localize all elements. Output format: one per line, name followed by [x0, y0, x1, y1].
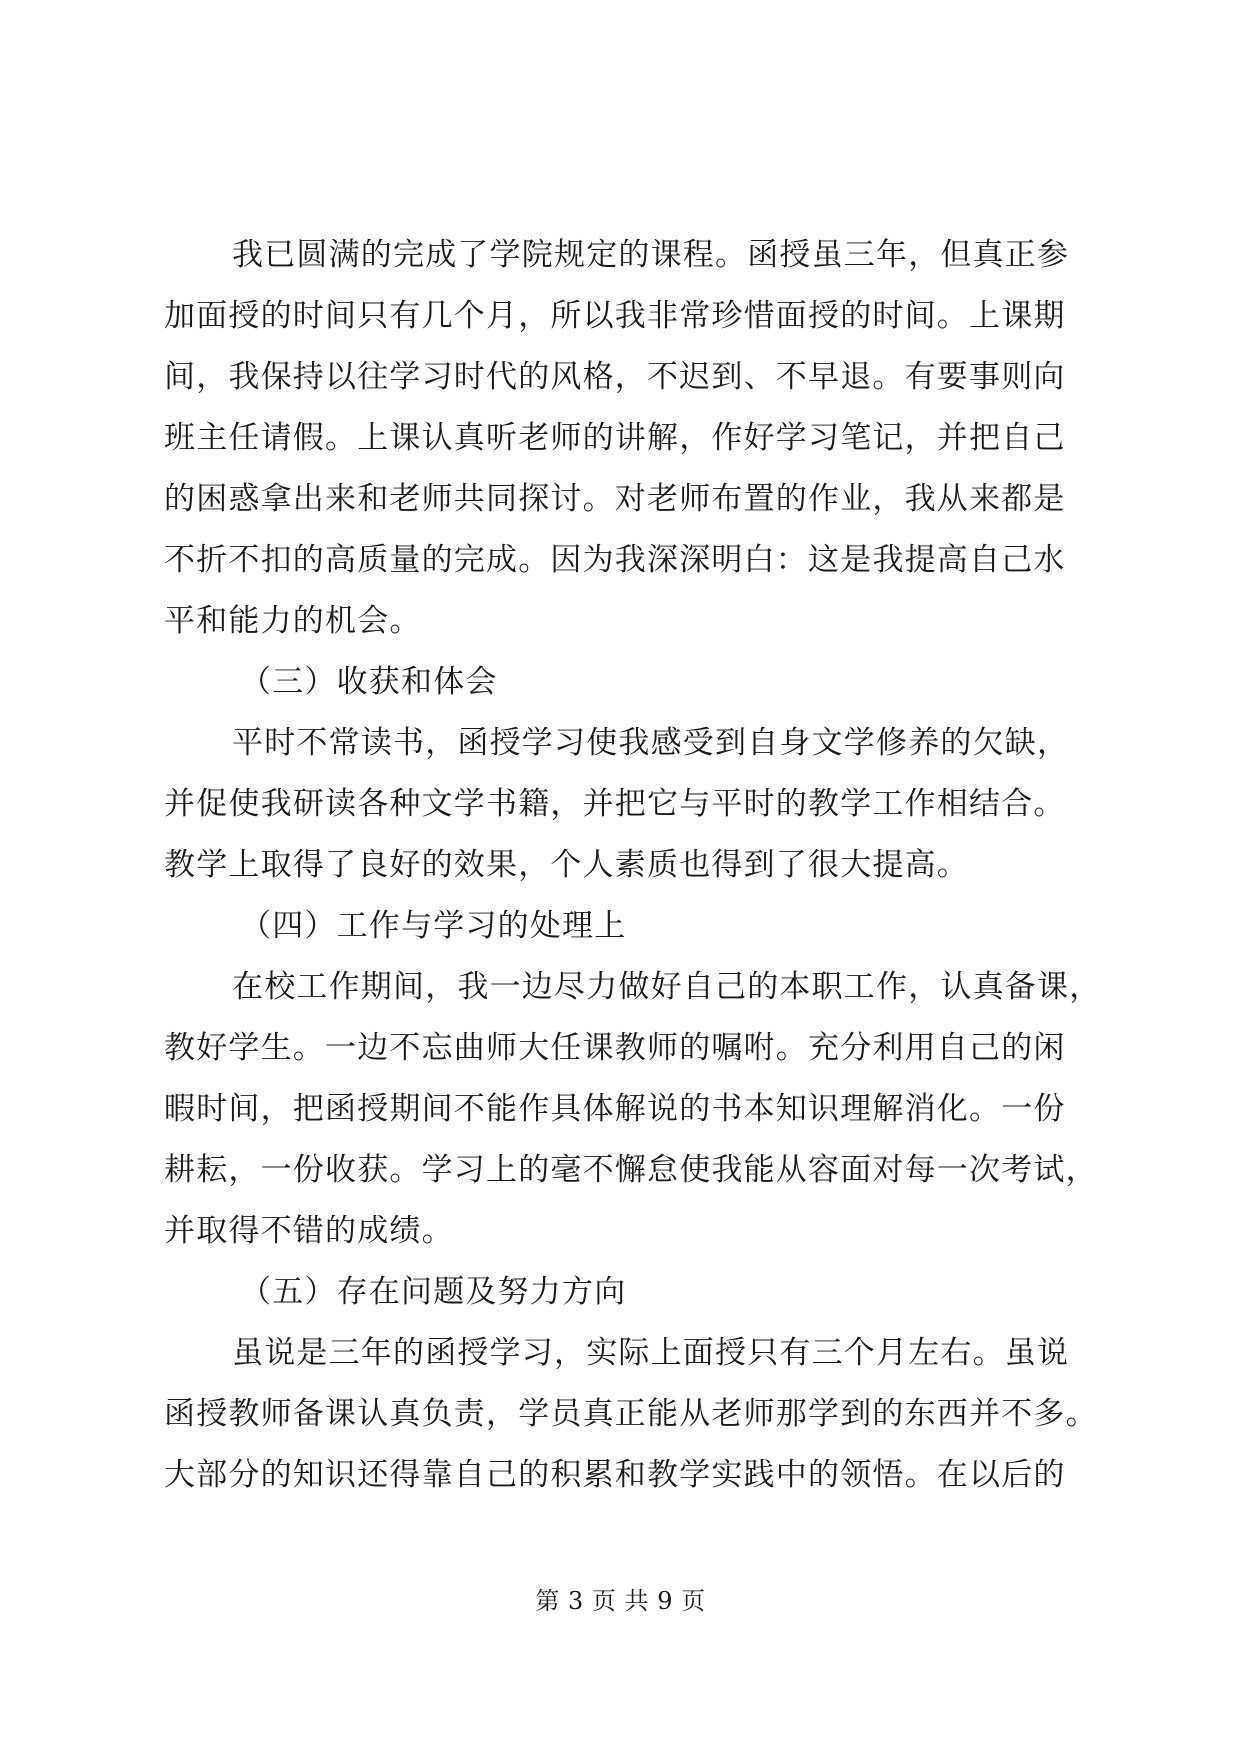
section-heading: （五）存在问题及努力方向 — [240, 1274, 627, 1310]
paragraph-line: 暇时间，把函授期间不能作具体解说的书本知识理解消化。一份 — [164, 1091, 1066, 1127]
paragraph-line: 耕耘，一份收获。学习上的毫不懈怠使我能从容面对每一次考试， — [164, 1152, 1098, 1188]
paragraph-line: 不折不扣的高质量的完成。因为我深深明白：这是我提高自己水 — [164, 542, 1066, 578]
section-heading: （三）收获和体会 — [240, 664, 498, 700]
paragraph-line: 平时不常读书，函授学习使我感受到自身文学修养的欠缺， — [232, 725, 1070, 761]
paragraph-line: 大部分的知识还得靠自己的积累和教学实践中的领悟。在以后的 — [164, 1457, 1066, 1493]
paragraph-line: 在校工作期间，我一边尽力做好自己的本职工作，认真备课， — [232, 969, 1102, 1005]
paragraph-line: 并取得不错的成绩。 — [164, 1213, 454, 1249]
paragraph-line: 教学上取得了良好的效果，个人素质也得到了很大提高。 — [164, 847, 969, 883]
paragraph-line: 班主任请假。上课认真听老师的讲解，作好学习笔记，并把自己 — [164, 420, 1066, 456]
paragraph-line: 教好学生。一边不忘曲师大任课教师的嘱咐。充分利用自己的闲 — [164, 1030, 1066, 1066]
paragraph-line: 并促使我研读各种文学书籍，并把它与平时的教学工作相结合。 — [164, 786, 1066, 822]
paragraph-line: 我已圆满的完成了学院规定的课程。函授虽三年，但真正参 — [232, 237, 1070, 273]
paragraph-line: 平和能力的机会。 — [164, 603, 422, 639]
paragraph-line: 函授教师备课认真负责，学员真正能从老师那学到的东西并不多。 — [164, 1396, 1098, 1432]
section-heading: （四）工作与学习的处理上 — [240, 908, 627, 944]
page-number-footer: 第 3 页 共 9 页 — [535, 1587, 706, 1615]
paragraph-line: 间，我保持以往学习时代的风格，不迟到、不早退。有要事则向 — [164, 359, 1066, 395]
paragraph-line: 虽说是三年的函授学习，实际上面授只有三个月左右。虽说 — [232, 1335, 1070, 1371]
body-text — [164, 225, 1102, 1506]
paragraph-line: 加面授的时间只有几个月，所以我非常珍惜面授的时间。上课期 — [164, 298, 1066, 334]
paragraph-line: 的困惑拿出来和老师共同探讨。对老师布置的作业，我从来都是 — [164, 481, 1066, 517]
